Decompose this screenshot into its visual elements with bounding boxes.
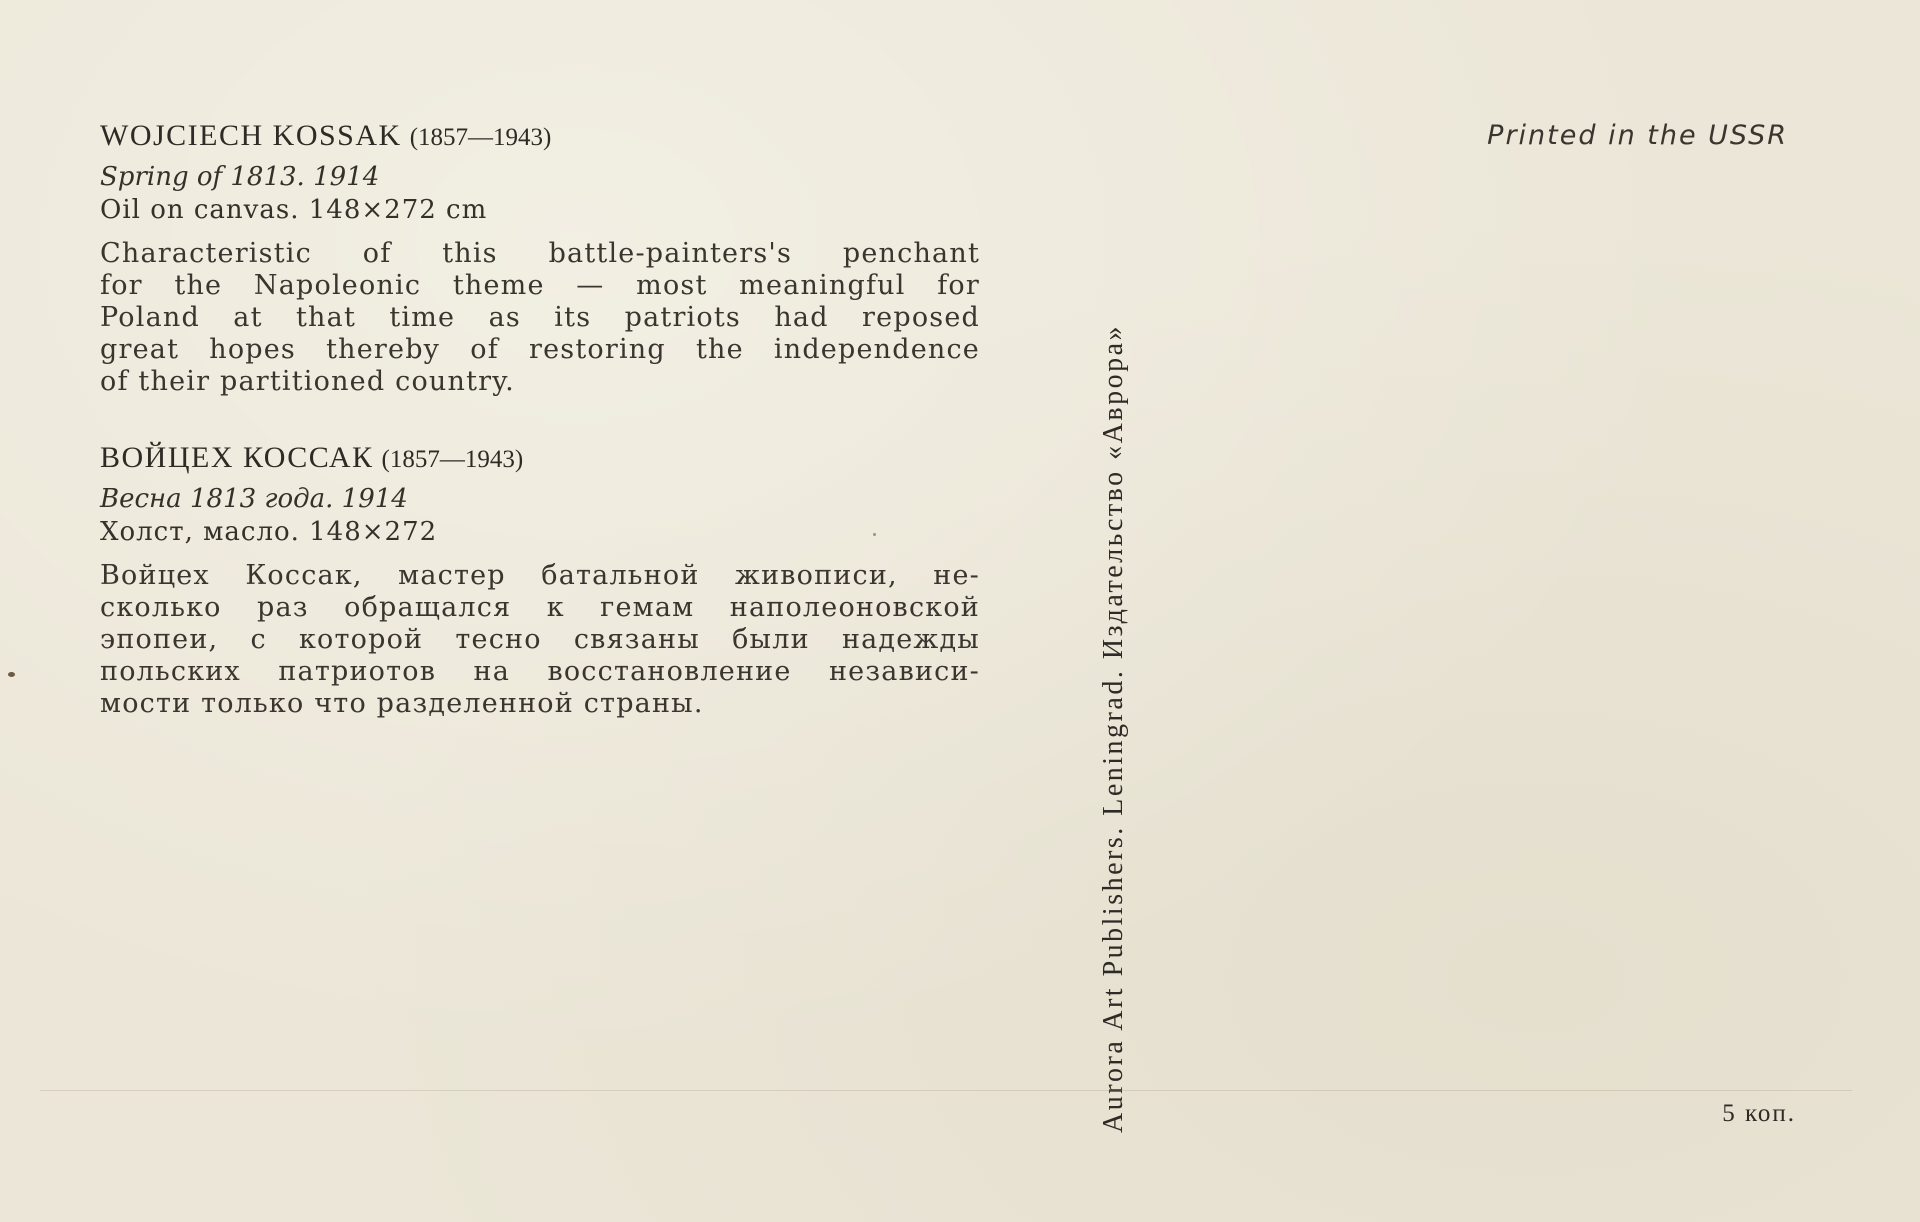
description-line: польских патриотов на восстановление независи- bbox=[100, 656, 980, 687]
artist-ru: ВОЙЦЕХ КОССАК bbox=[100, 441, 374, 474]
caption-column bbox=[100, 118, 980, 720]
artist-en: WOJCIECH KOSSAK bbox=[100, 119, 402, 152]
description-line: Войцех Коссак, мастер батальной живописи, не- bbox=[100, 560, 980, 591]
description-line: эпопеи, с которой тесно связаны были надежды bbox=[100, 624, 980, 655]
description-ru bbox=[100, 560, 980, 720]
price-label: 5 коп. bbox=[1722, 1100, 1796, 1127]
paper-speck bbox=[873, 533, 876, 536]
paper-speck bbox=[8, 672, 15, 677]
artist-name-en bbox=[100, 118, 980, 156]
russian-caption bbox=[100, 440, 980, 720]
artist-dates-ru: (1857—1943) bbox=[381, 446, 524, 473]
description-line: сколько раз обращался к гемам наполеоновской bbox=[100, 592, 980, 623]
printed-in-label: Printed in the USSR bbox=[1487, 120, 1788, 151]
publisher-imprint: Aurora Art Publishers. Leningrad. Издательство «Аврора» bbox=[1098, 323, 1129, 1133]
artwork-medium-en: Oil on canvas. 148×272 cm bbox=[100, 195, 488, 225]
artwork-title-en: Spring of 1813. 1914 bbox=[100, 162, 380, 192]
description-line: for the Napoleonic theme — most meaningful for bbox=[100, 270, 980, 301]
description-line: of their partitioned country. bbox=[100, 366, 515, 397]
artwork-medium-ru: Холст, масло. 148×272 bbox=[100, 517, 438, 547]
description-line: Poland at that time as its patriots had reposed bbox=[100, 302, 980, 333]
english-caption bbox=[100, 118, 980, 398]
artist-dates-en: (1857—1943) bbox=[409, 124, 552, 151]
artist-name-ru bbox=[100, 440, 980, 478]
description-line: great hopes thereby of restoring the independence bbox=[100, 334, 980, 365]
artwork-title-ru: Весна 1813 года. 1914 bbox=[100, 484, 408, 514]
description-en bbox=[100, 238, 980, 398]
description-line: Characteristic of this battle-painters's penchant bbox=[100, 238, 980, 269]
fold-line bbox=[40, 1090, 1852, 1091]
description-line: мости только что разделенной страны. bbox=[100, 688, 704, 719]
